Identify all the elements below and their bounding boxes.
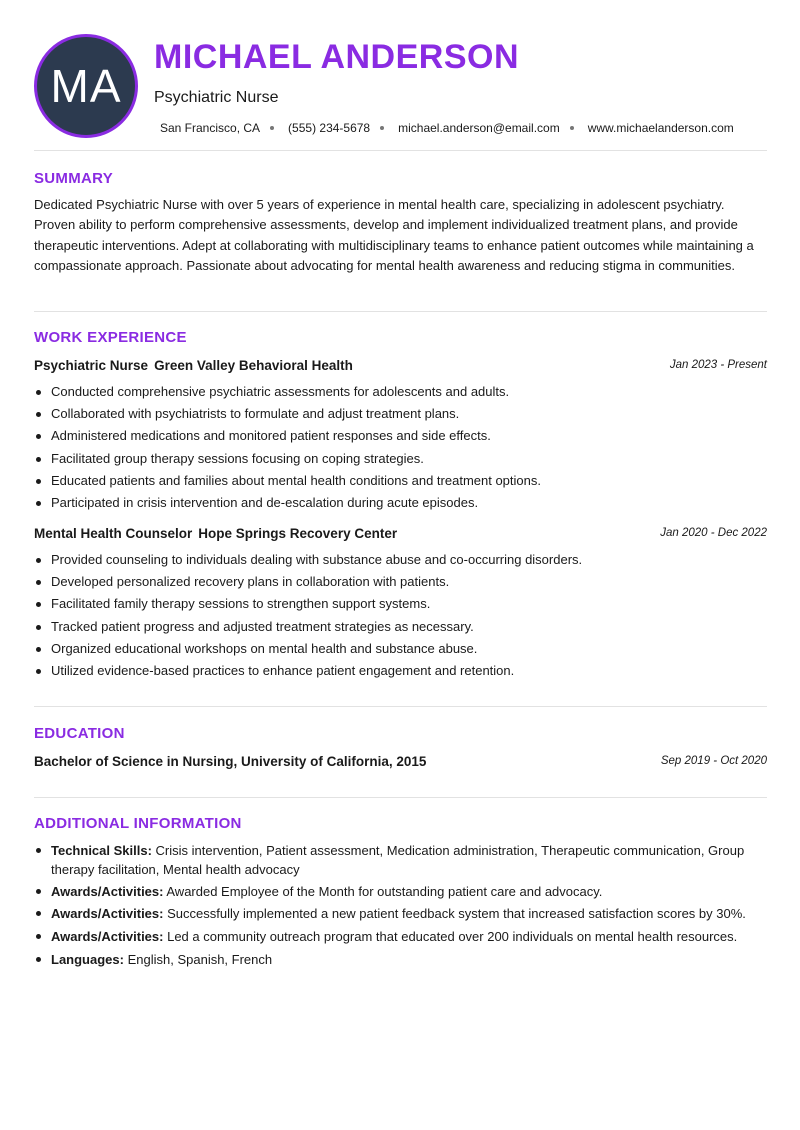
languages-item — [34, 950, 764, 969]
job-organization: Hope Springs Recovery Center — [198, 526, 398, 541]
item-text: Awarded Employee of the Month for outstanding patient care and advocacy. — [166, 884, 603, 900]
separator-dot — [270, 126, 274, 130]
job-role: Psychiatric Nurse — [34, 358, 149, 373]
item-text: Led a community outreach program that educated over 200 individuals on mental health resources. — [167, 928, 738, 944]
job-header — [34, 526, 767, 544]
list-item: Organized educational workshops on mental health and substance abuse. — [34, 638, 764, 660]
additional-heading: ADDITIONAL INFORMATION — [34, 815, 242, 832]
contact-location: San Francisco, CA — [160, 121, 261, 135]
job-title — [34, 526, 397, 541]
separator-dot — [570, 126, 574, 130]
item-label: Awards/Activities: — [51, 906, 164, 922]
list-item: Facilitated group therapy sessions focusing on coping strategies. — [34, 448, 764, 470]
candidate-title: Psychiatric Nurse — [154, 89, 279, 106]
languages-label: Languages: — [51, 951, 124, 967]
list-item: Conducted comprehensive psychiatric assessments for adolescents and adults. — [34, 381, 764, 403]
list-item — [34, 841, 764, 879]
job-bullets — [34, 549, 764, 682]
item-label: Awards/Activities: — [51, 928, 164, 944]
avatar-initials: MA — [50, 60, 122, 112]
item-text: Successfully implemented a new patient feedback system that increased satisfaction scores by 30%. — [167, 906, 746, 922]
item-label: Technical Skills: — [51, 843, 152, 858]
list-item: Provided counseling to individuals dealing with substance abuse and co-occurring disorders. — [34, 549, 764, 571]
education-entry — [34, 754, 767, 772]
education-heading: EDUCATION — [34, 725, 125, 742]
list-item: Participated in crisis intervention and de-escalation during acute episodes. — [34, 492, 764, 514]
education-dates: Sep 2019 - Oct 2020 — [660, 755, 767, 767]
list-item: Educated patients and families about mental health conditions and treatment options. — [34, 470, 764, 492]
list-item: Facilitated family therapy sessions to strengthen support systems. — [34, 593, 764, 615]
list-item — [34, 882, 764, 901]
contact-line — [160, 121, 734, 135]
job-title — [34, 358, 353, 373]
list-item — [34, 904, 764, 923]
section-divider — [34, 150, 767, 151]
additional-list — [34, 841, 764, 972]
languages-text: English, Spanish, French — [127, 951, 273, 967]
section-divider — [34, 797, 767, 798]
summary-heading: SUMMARY — [34, 170, 114, 187]
candidate-name: MICHAEL ANDERSON — [154, 38, 520, 76]
avatar — [34, 34, 138, 138]
list-item: Tracked patient progress and adjusted treatment strategies as necessary. — [34, 616, 764, 638]
job-bullets — [34, 381, 764, 514]
section-divider — [34, 311, 767, 312]
section-divider — [34, 706, 767, 707]
experience-heading: WORK EXPERIENCE — [34, 329, 187, 346]
contact-email[interactable]: michael.anderson@email.com — [398, 121, 560, 135]
list-item: Collaborated with psychiatrists to formulate and adjust treatment plans. — [34, 403, 764, 425]
education-degree: Bachelor of Science in Nursing, University of California, 2015 — [34, 754, 427, 769]
job-dates: Jan 2023 - Present — [669, 359, 767, 371]
job-dates: Jan 2020 - Dec 2022 — [660, 527, 767, 539]
list-item: Administered medications and monitored patient responses and side effects. — [34, 425, 764, 447]
resume-header — [34, 34, 768, 138]
job-role: Mental Health Counselor — [34, 526, 193, 541]
contact-website[interactable]: www.michaelanderson.com — [587, 121, 734, 135]
summary-text: Dedicated Psychiatric Nurse with over 5 years of experience in mental health care, specializing in adolescent psychiatry. Proven ability to perform comprehensive assessments, develop and implement individualized treatment plans, and provide therapeutic interventions. Adept at collaborating with multidisciplinary teams to enhance patient outcomes while maintaining a compassionate approach. Passionate about advocating for mental health awareness and reducing stigma in communities. — [34, 197, 754, 274]
item-label: Awards/Activities: — [51, 884, 164, 900]
list-item: Utilized evidence-based practices to enhance patient engagement and retention. — [34, 660, 764, 682]
item-text: Crisis intervention, Patient assessment, Medication administration, Therapeutic communication, Group therapy facilitation, Mental health advocacy — [51, 843, 745, 877]
list-item — [34, 927, 764, 946]
separator-dot — [380, 126, 384, 130]
job-organization: Green Valley Behavioral Health — [154, 358, 353, 373]
contact-phone: (555) 234-5678 — [288, 121, 371, 135]
list-item: Developed personalized recovery plans in collaboration with patients. — [34, 571, 764, 593]
job-header — [34, 358, 767, 376]
